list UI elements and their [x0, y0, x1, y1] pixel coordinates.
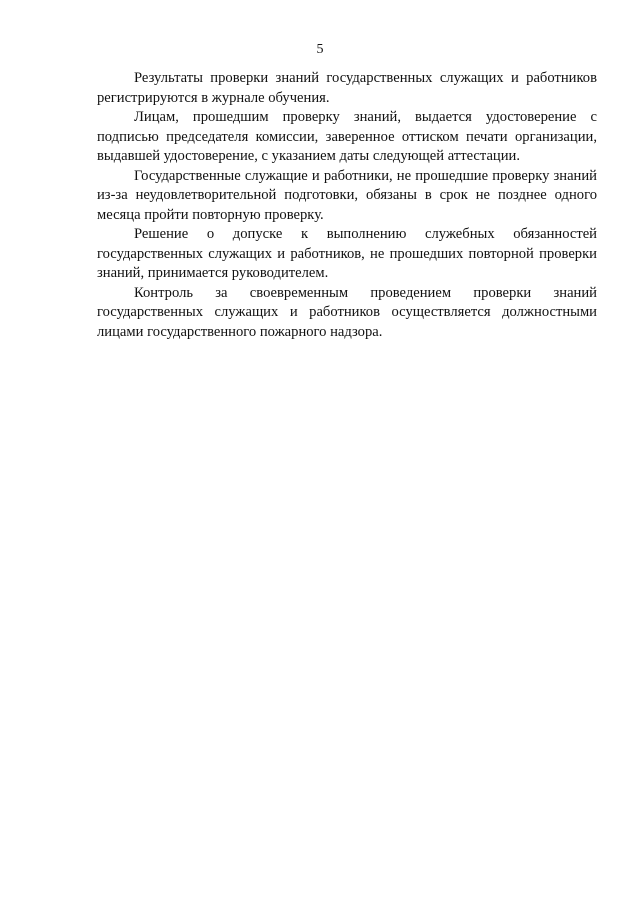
- paragraph-admission-decision: Решение о допуске к выполнению служебных обязанностей государственных служащих и работников, не прошедших повторной проверки знаний, принимается руководителем.: [97, 226, 597, 281]
- paragraph-certificate: Лицам, прошедшим проверку знаний, выдается удостоверение с подписью председателя комиссии, заверенное оттиском печати организации, выдавшей удостоверение, с указанием даты следующей аттестации.: [97, 109, 597, 164]
- paragraph-control: Контроль за своевременным проведением проверки знаний государственных служащих и работников осуществляется должностными лицами государственного пожарного надзора.: [97, 284, 597, 340]
- document-body: [97, 69, 597, 342]
- page-number: 5: [316, 42, 324, 57]
- paragraph-retest: Государственные служащие и работники, не прошедшие проверку знаний из-за неудовлетворительной подготовки, обязаны в срок не позднее одного месяца пройти повторную проверку.: [97, 167, 597, 223]
- paragraph-registration: Результаты проверки знаний государственных служащих и работников регистрируются в журнале обучения.: [97, 70, 597, 106]
